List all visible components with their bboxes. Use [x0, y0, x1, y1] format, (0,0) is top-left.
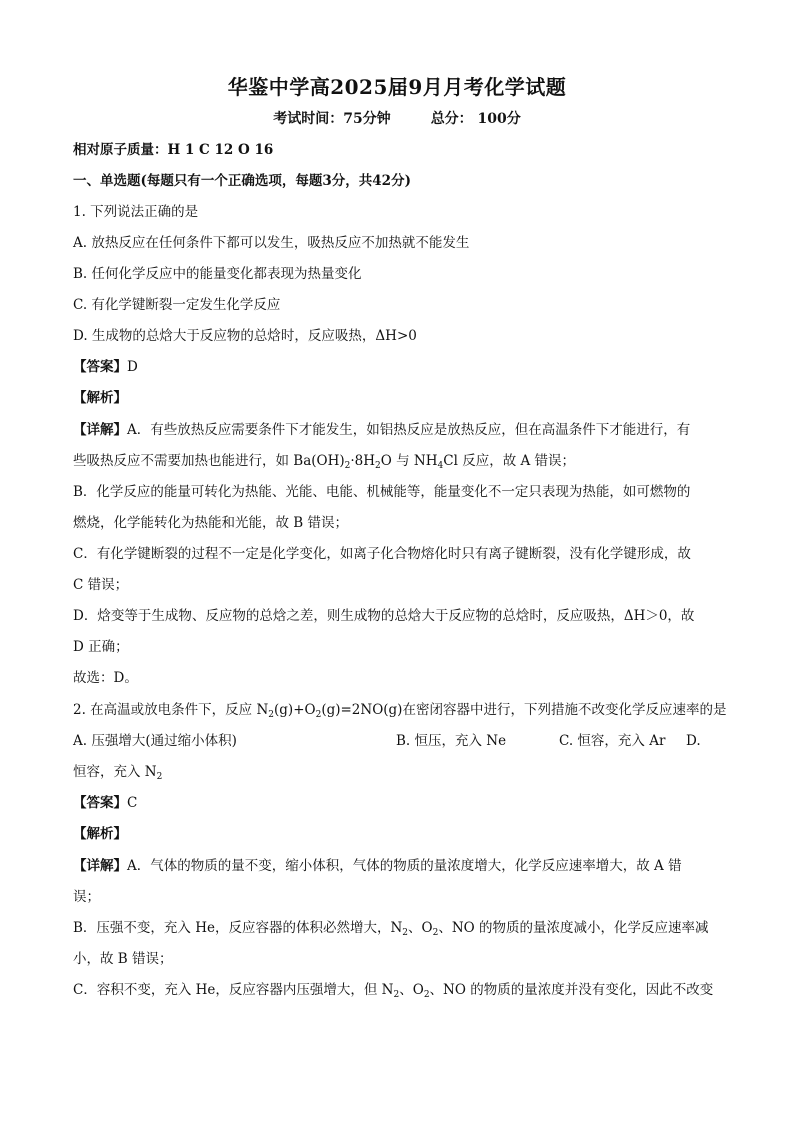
q1-analysis-tag: 【解析】	[73, 390, 127, 406]
q2-detail-c1: C．容积不变，充入 He，反应容器内压强增大，但 $N_2$、$O_2$、NO 的物质的量浓度并没有变化，因此不改变	[73, 982, 714, 1000]
q2-answer	[73, 794, 137, 812]
q2-option-b: B. 恒压，充入 Ne	[396, 733, 507, 749]
atomic-mass: 相对原子质量：H 1 C 12 O 16	[73, 142, 274, 158]
detail-tag: 【详解】	[73, 858, 127, 874]
exam-info	[0, 108, 794, 128]
q1-option-c: C. 有化学键断裂一定发生化学反应	[73, 297, 281, 313]
answer-value: D	[127, 359, 138, 375]
exam-title: 华鉴中学高2025届9月月考化学试题	[227, 75, 567, 99]
q1-stem: 1. 下列说法正确的是	[73, 204, 199, 220]
q2-stem: 2. 在高温或放电条件下，反应 $N_2(g)+O_2(g)=2NO(g)$在密闭容器中进行，下列措施不改变化学反应速率的是	[73, 702, 727, 720]
q1-answer	[73, 358, 138, 376]
exam-time: 考试时间：75分钟	[273, 111, 391, 127]
q2-detail-b2: 小，故 B 错误；	[73, 951, 173, 967]
q2-option-c: C. 恒容，充入 Ar	[559, 733, 666, 749]
q1-conclusion: 故选：D。	[73, 670, 138, 686]
total-score: 总分： 100分	[430, 111, 521, 127]
q1-option-a: A. 放热反应在任何条件下都可以发生，吸热反应不加热就不能发生	[73, 235, 470, 251]
q1-detail-d2: D 正确；	[73, 639, 129, 655]
q2-detail-b1: B．压强不变，充入 He，反应容器的体积必然增大，$N_2$、$O_2$、NO 的物质的量浓度减小，化学反应速率减	[73, 920, 709, 938]
q1-detail-b1: B．化学反应的能量可转化为热能、光能、电能、机械能等，能量变化不一定只表现为热能，如可燃物的	[73, 484, 691, 500]
answer-tag: 【答案】	[73, 359, 127, 375]
q1-detail-c2: C 错误；	[73, 577, 129, 593]
q2-detail-a2: 误；	[73, 889, 100, 905]
section-heading: 一、单选题(每题只有一个正确选项，每题3分，共42分)	[73, 173, 411, 189]
q1-detail-b2: 燃烧，化学能转化为热能和光能，故 B 错误；	[73, 515, 349, 531]
detail-tag: 【详解】	[73, 422, 127, 438]
q1-detail-c1: C．有化学键断裂的过程不一定是化学变化，如离子化合物熔化时只有离子键断裂，没有化学键形成，故	[73, 546, 691, 562]
q1-option-b: B. 任何化学反应中的能量变化都表现为热量变化	[73, 266, 362, 282]
q2-option-d: 恒容，充入 $N_2$	[73, 764, 163, 782]
answer-value: C	[127, 795, 138, 811]
answer-tag: 【答案】	[73, 795, 127, 811]
q2-analysis-tag: 【解析】	[73, 826, 127, 842]
q2-option-d-label: D.	[686, 733, 701, 749]
q2-detail-a1: 【详解】A．气体的物质的量不变，缩小体积，气体的物质的量浓度增大，化学反应速率增大，故 A 错	[73, 858, 682, 874]
q1-detail-d1: D．焓变等于生成物、反应物的总焓之差，则生成物的总焓大于反应物的总焓时，反应吸热，ΔH＞0，故	[73, 608, 695, 624]
q1-detail-a1: 【详解】A．有些放热反应需要条件下才能发生，如铝热反应是放热反应，但在高温条件下才能进行，有	[73, 422, 691, 438]
q1-detail-a2: 些吸热反应不需要加热也能进行，如 $Ba(OH)_2\cdot 8H_2O$ 与 $NH_4Cl$ 反应，故 A 错误；	[73, 453, 576, 471]
q2-option-a: A. 压强增大(通过缩小体积)	[73, 733, 237, 749]
q1-option-d: D. 生成物的总焓大于反应物的总焓时，反应吸热，ΔH>0	[73, 328, 417, 344]
